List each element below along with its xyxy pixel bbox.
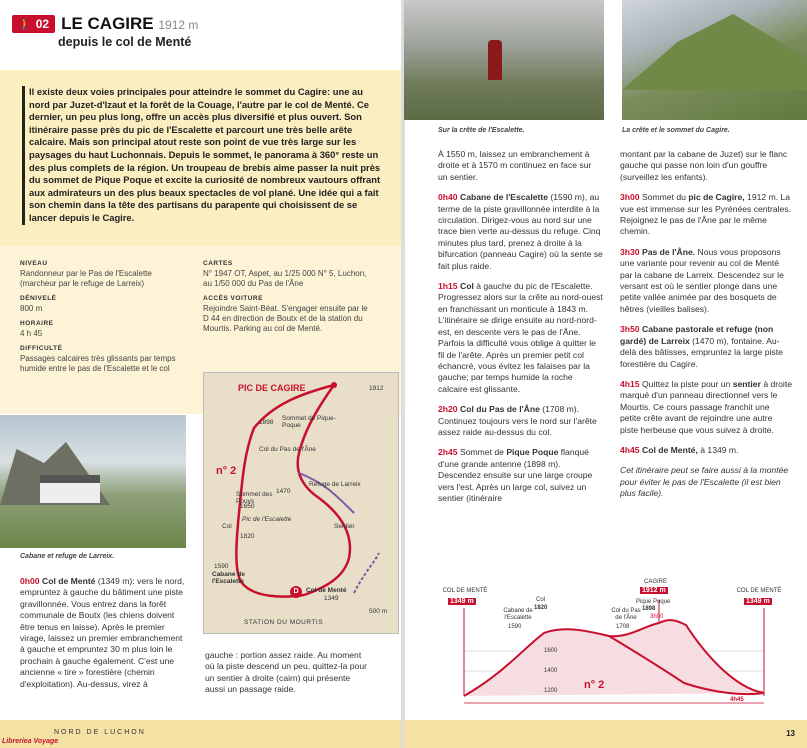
profile-pique-alt: 1898 (642, 606, 656, 612)
profile-col-alt: 1820 (534, 605, 548, 611)
footer-left (0, 720, 403, 748)
route-tag (12, 15, 55, 33)
map-alt: 1349 (324, 595, 339, 602)
profile-pas-alt: 1708 (616, 624, 630, 630)
map-label: Pic de l'Escalette (242, 516, 292, 523)
difficulte-label: DIFFICULTÉ (20, 345, 63, 352)
time-label: 4h45 (620, 444, 640, 455)
elevation-profile (404, 578, 807, 713)
left-text-col2: gauche : portion assez raide. Au moment où la piste descend un peu, quittez-la pour un sentier à droite (cairn) qui présente aussi un passage raide. (205, 650, 367, 695)
horaire-label: HORAIRE (20, 320, 54, 327)
map-drawing (204, 373, 399, 634)
step-1h15 (438, 281, 603, 395)
title-text: LE CAGIRE (61, 14, 154, 33)
map-alt: 1590 (214, 563, 229, 570)
map-label: Col du Pas de l'Âne (259, 446, 316, 453)
profile-pique-label: Pique Poque (636, 599, 671, 605)
map-label: Col de Menté (306, 587, 347, 594)
variant-note: Cet itinéraire peut se faire aussi à la montée pour éviter le pas de l'Escalette (il est bien plus facile). (620, 465, 789, 499)
step-0h40 (438, 192, 603, 272)
map-alt: 1470 (276, 488, 291, 495)
cartes-value: N° 1947 OT, Aspet, au 1/25 000 N° 5, Luchon, au 1/50 000 du Pas de l'Âne (203, 269, 367, 288)
alt-badge: 1349 m (746, 598, 770, 605)
right-text-col1 (438, 149, 603, 504)
step-text: 1912 m. La vue est immense sur les Pyrénées centrales. Rejoignez le pas de l'Âne par le même chemin. (620, 192, 791, 237)
time-label: 2h20 (438, 404, 458, 415)
time-label: 3h30 (620, 246, 640, 257)
footer-section: NORD DE LUCHON (54, 729, 146, 736)
profile-end-label: COL DE MENTÉ (736, 588, 782, 594)
caption-sommet: La crête et le sommet du Cagire. (622, 127, 730, 134)
step-title: Col du Pas de l'Âne (459, 404, 540, 415)
step-title: Col (459, 281, 474, 292)
step-2h20 (438, 404, 603, 438)
page-title (61, 14, 198, 34)
footer-right (404, 720, 807, 748)
time-label: 0h40 (438, 192, 458, 203)
libreria-logo: Libreriea Voyage (2, 738, 59, 745)
step-3h00 (620, 192, 792, 238)
profile-grid-label: 1600 (544, 648, 558, 654)
map-alt: 1898 (259, 419, 274, 426)
map-peak-alt: 1912 (369, 385, 384, 392)
map-label: STATION DU MOURTIS (244, 619, 324, 626)
profile-start-label: COL DE MENTÉ (442, 588, 488, 594)
map-peak: PIC DE CAGIRE (238, 383, 306, 393)
step-title: Pas de l'Âne. (641, 246, 696, 257)
step-4h45 (620, 445, 792, 456)
info-col-right (203, 260, 368, 340)
step-title: Cabane de l'Escalette (459, 192, 549, 203)
step-text: Sommet de (457, 447, 507, 458)
map-route-number: n° 2 (216, 465, 237, 477)
photo-building (40, 475, 100, 503)
map-label: Sommet des Pouys (236, 491, 273, 505)
map-label: Sommet de Pique-Poque (282, 415, 336, 429)
profile-grid-label: 1200 (544, 688, 558, 694)
profile-grid-label: 1400 (544, 668, 558, 674)
step-4h15 (620, 379, 792, 436)
step-2h45 (438, 447, 603, 504)
denivele-label: DÉNIVELÉ (20, 295, 57, 302)
page-number: 13 (786, 729, 795, 738)
caption-crete: Sur la crête de l'Escalette. (438, 127, 525, 134)
photo-crete-escalette (404, 0, 604, 120)
route-map (203, 372, 399, 634)
step-3h50 (620, 324, 792, 370)
step-title: Col de Menté, (641, 444, 698, 455)
profile-start-alt (448, 598, 476, 606)
step-title: pic de Cagire, (688, 192, 745, 203)
acces-label: ACCÈS VOITURE (203, 295, 263, 302)
step-text: Quittez la piste pour un (639, 378, 733, 389)
profile-cagire-label: CAGIRE (644, 579, 668, 585)
map-label: Refuge de Larreix (309, 481, 361, 488)
profile-cagire-alt (640, 587, 668, 595)
right-page (404, 0, 807, 748)
time-label: 3h00 (620, 192, 640, 203)
step-col-mente: Col de Menté (41, 576, 96, 586)
alt-badge: 1912 m (642, 587, 666, 594)
profile-end-alt (744, 598, 772, 606)
map-scale: 500 m (369, 608, 388, 615)
step-text: (1590 m), au terme de la piste gravillonnée interdite à la circulation. Dirigez-vous au nord sur une trace bien verte au-dessus du refuge. Cinq minutes plus tard, prenez à droite à la bifurcation (panneau Cagire) où la sente se fait plus raide. (438, 192, 603, 271)
right-text-col2 (620, 149, 792, 500)
info-col-left (20, 260, 190, 380)
niveau-label: NIVEAU (20, 260, 48, 267)
step-text: montant par la cabane de Juzet) sur le flanc gauche qui passe non loin d'un gouffre (surveillez les enfants). (620, 149, 788, 182)
profile-cabane-alt: 1590 (508, 624, 522, 630)
step-3h30 (620, 247, 792, 315)
map-label: Cabane de l'Escalette (212, 571, 245, 585)
photo-hiker (488, 40, 502, 80)
intro-text: Il existe deux voies principales pour atteindre le sommet du Cagire: une au nord par Juzet-d'Izaut et la forêt de la Couage, l'autre par le col de Menté. Ce dernier, un peu plus long, offre un accès plus diversifié et plus ouvert. Son itinéraire passe près du pic de l'Escalette et parcourt une très belle arête calcaire. Mais son principal atout reste son point de vue très large sur les paysages du haut Luchonnais. Depuis le sommet, le panorama à 360° reste un des plus complets de la région. Un troupeau de brebis aime passer la nuit près du sommet de Pique Poque et excite la curiosité de nombreux vautours offrant aux admirateurs un des plus beaux spectacles de vol plané. Une idée qui a fait son chemin dans la tête des partisans du parapente qui choisissent de se lancer depuis le Cagire. (22, 86, 385, 225)
profile-pas-label: Col du Pas de l'Âne (611, 608, 641, 621)
intro-box (0, 70, 403, 246)
map-alt: 1650 (240, 503, 255, 510)
step-text: à droite marqué d'un panneau directionnel vers le Mourtis. Ce cours passage franchit une petite crête avant de rejoindre une autre piste herbeuse que vous suivez à droite. (620, 378, 792, 435)
acces-value: Rejoindre Saint-Béat. S'engager ensuite par le D 44 en direction de Boutx et de la station du Mourtis. Parking au col de Menté. (203, 304, 368, 333)
time-0h00: 0h00 (20, 576, 40, 586)
map-label: Col (222, 523, 232, 530)
step-text: Sommet du (639, 192, 689, 203)
step-title: Pique Poque (506, 447, 559, 458)
step-text: (1708 m). Continuez toujours vers le nord sur l'arête assez raide au-dessus du col. (438, 404, 597, 437)
step-text: À 1550 m, laissez un embranchement à droite et à 1570 m continuez en face sur un sentier. (438, 149, 592, 182)
step-text: Nous vous proposons une variante pour revenir au col de Menté par la cabane de Larreix. Descendez sur le versant est où le sentier plonge dans une petite vallée animée par des bosquets de hêtres (vieilles balises). (620, 246, 784, 314)
page-subtitle: depuis le col de Menté (58, 35, 192, 49)
horaire-value: 4 h 45 (20, 329, 43, 338)
step-text: (1470 m), fontaine. Au-delà des bâtisses, empruntez la large piste forestière du Cagire. (620, 335, 783, 369)
title-row (12, 14, 198, 34)
profile-cabane-label: Cabane de l'Escalette (503, 608, 533, 621)
niveau-value: Randonneur par le Pas de l'Escalette (marcheur par le refuge de Larreix) (20, 269, 152, 288)
cartes-label: CARTES (203, 260, 233, 267)
denivele-value: 800 m (20, 304, 43, 313)
step-text: (1349 m): vers le nord, empruntez à gauche du bâtiment une piste gravillonnée. Vous entrez dans la forêt communale de Boutx (les chiens doivent être tenus en laisse). Après le premier virage, laissez un premier embranchement à gauche et empruntez 30 m plus loin le prochain à gauche également. C'est une ancienne « tire » forestière (chemin d'exploitation). Au-dessus, virez à (20, 576, 185, 689)
caption-house: Cabane et refuge de Larreix. (20, 553, 115, 560)
title-altitude: 1912 m (158, 18, 199, 32)
map-alt: 1820 (240, 533, 255, 540)
profile-col-label: Col (536, 597, 546, 603)
step-title: Cabane pastorale et refuge (non gardé) de Larreix (620, 324, 774, 346)
photo-cabane-larreix (0, 415, 186, 548)
left-page (0, 0, 403, 748)
photo-ridge (622, 10, 807, 90)
time-label: 3h50 (620, 324, 640, 335)
step-title: sentier (732, 378, 761, 389)
step-text: à 1349 m. (697, 444, 739, 455)
profile-route-number: n° 2 (584, 679, 605, 691)
photo-sommet-cagire (622, 0, 807, 120)
hiker-icon: 🚶 (18, 18, 32, 31)
step-text: flanqué d'une grande antenne (1898 m). Descendez ensuite sur une large croupe vers l'est. Après un large col, suivez un sentier (itinéraire (438, 447, 593, 503)
time-label: 2h45 (438, 447, 458, 458)
step-text: à gauche du pic de l'Escalette. Progressez alors sur la crête au nord-ouest en franchissant un monticule à 1843 m. L'itinéraire se dirige ensuite au nord-nord-est, en descente vers le pas de l'Âne. Parfois la difficulté vous oblige à quitter le fil de l'arête. Après un premier petit col échancré, vous évitez les falaises par la gauche; par temps humide la roche calcaire est glissante. (438, 281, 603, 394)
map-start-marker: D (290, 586, 302, 598)
left-text-col1 (20, 576, 186, 690)
time-label: 4h15 (620, 378, 640, 389)
difficulte-value: Passages calcaires très glissants par temps humide entre le pas de l'Escalette et le col (20, 354, 176, 373)
profile-time-3h00: 3h00 (650, 614, 664, 620)
profile-time-end: 4h45 (730, 697, 744, 703)
time-label: 1h15 (438, 281, 458, 292)
route-number: 02 (35, 17, 50, 31)
map-label: Sentier (334, 523, 355, 530)
alt-badge: 1349 m (450, 598, 474, 605)
